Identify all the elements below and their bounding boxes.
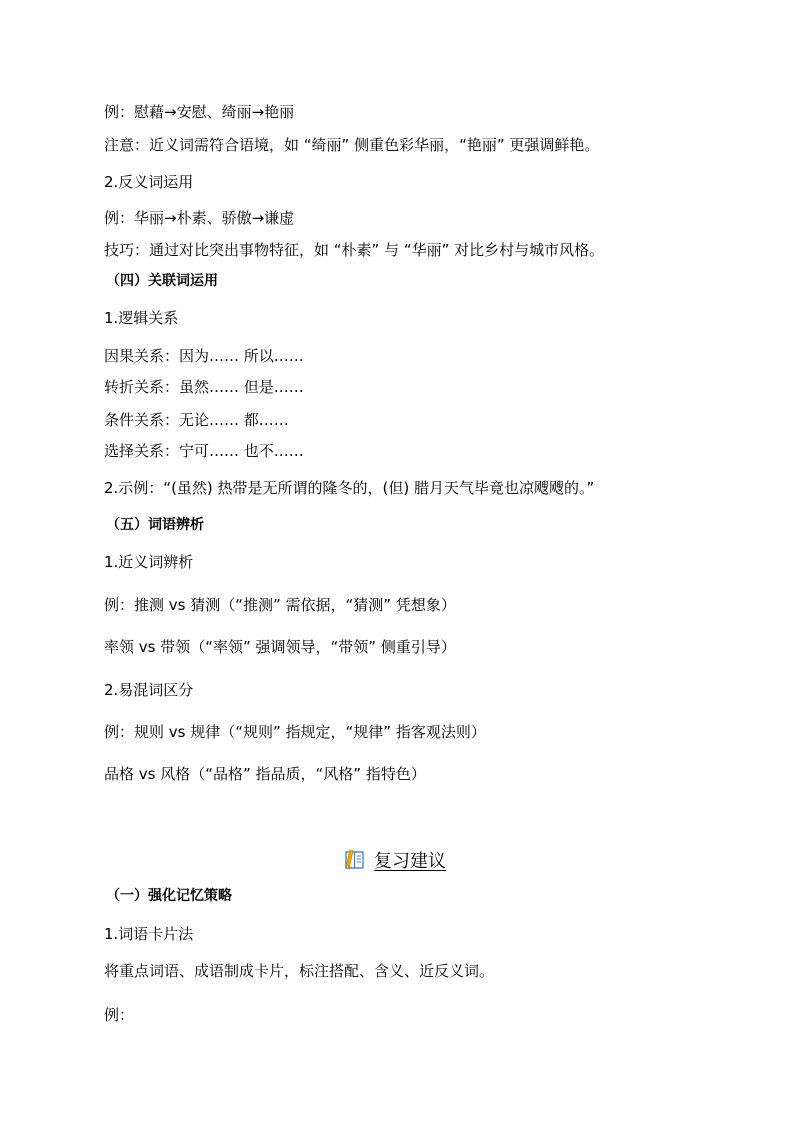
synonym-analysis-title: 1.近义词辨析 <box>104 553 194 571</box>
antonym-title: 2.反义词运用 <box>104 173 194 191</box>
causal-relation: 因果关系：因为…… 所以…… <box>104 347 304 365</box>
synonym-example: 例：慰藉→安慰、绮丽→艳丽 <box>104 103 295 121</box>
antonym-example: 例：华丽→朴素、骄傲→谦虚 <box>104 209 295 227</box>
analysis-example-2: 率领 vs 带领（“率领” 强调领导，“带领” 侧重引导） <box>104 638 456 656</box>
analysis-example-1: 例：推测 vs 猜测（“推测” 需依据，“猜测” 凭想象） <box>104 596 456 614</box>
memory-strategy-heading: （一）强化记忆策略 <box>106 888 232 904</box>
analysis-example-4: 品格 vs 风格（“品格” 指品质，“风格” 指特色） <box>104 765 426 783</box>
review-title: 复习建议 <box>374 851 446 872</box>
choice-relation: 选择关系：宁可…… 也不…… <box>104 442 304 460</box>
review-section-heading <box>343 846 446 874</box>
card-method-title: 1.词语卡片法 <box>104 925 194 943</box>
analysis-example-3: 例：规则 vs 规律（“规则” 指规定，“规律” 指客观法则） <box>104 723 486 741</box>
synonym-note: 注意：近义词需符合语境，如 “绮丽” 侧重色彩华丽，“艳丽” 更强调鲜艳。 <box>104 136 600 154</box>
card-method-description: 将重点词语、成语制成卡片，标注搭配、含义、近反义词。 <box>104 962 495 980</box>
confusing-words-title: 2.易混词区分 <box>104 681 194 699</box>
conditional-relation: 条件关系：无论…… 都…… <box>104 411 289 429</box>
antonym-tip: 技巧：通过对比突出事物特征，如 “朴素” 与 “华丽” 对比乡村与城市风格。 <box>104 241 605 259</box>
word-analysis-heading: （五）词语辨析 <box>106 517 204 533</box>
card-example-label: 例： <box>104 1006 135 1024</box>
conjunction-example: 2.示例：“(虽然) 热带是无所谓的隆冬的，(但) 腊月天气毕竟也凉飕飕的。” <box>104 479 595 497</box>
conjunction-heading: （四）关联词运用 <box>106 273 218 289</box>
logic-title: 1.逻辑关系 <box>104 309 179 327</box>
book-icon <box>343 849 365 871</box>
adversative-relation: 转折关系：虽然…… 但是…… <box>104 378 304 396</box>
